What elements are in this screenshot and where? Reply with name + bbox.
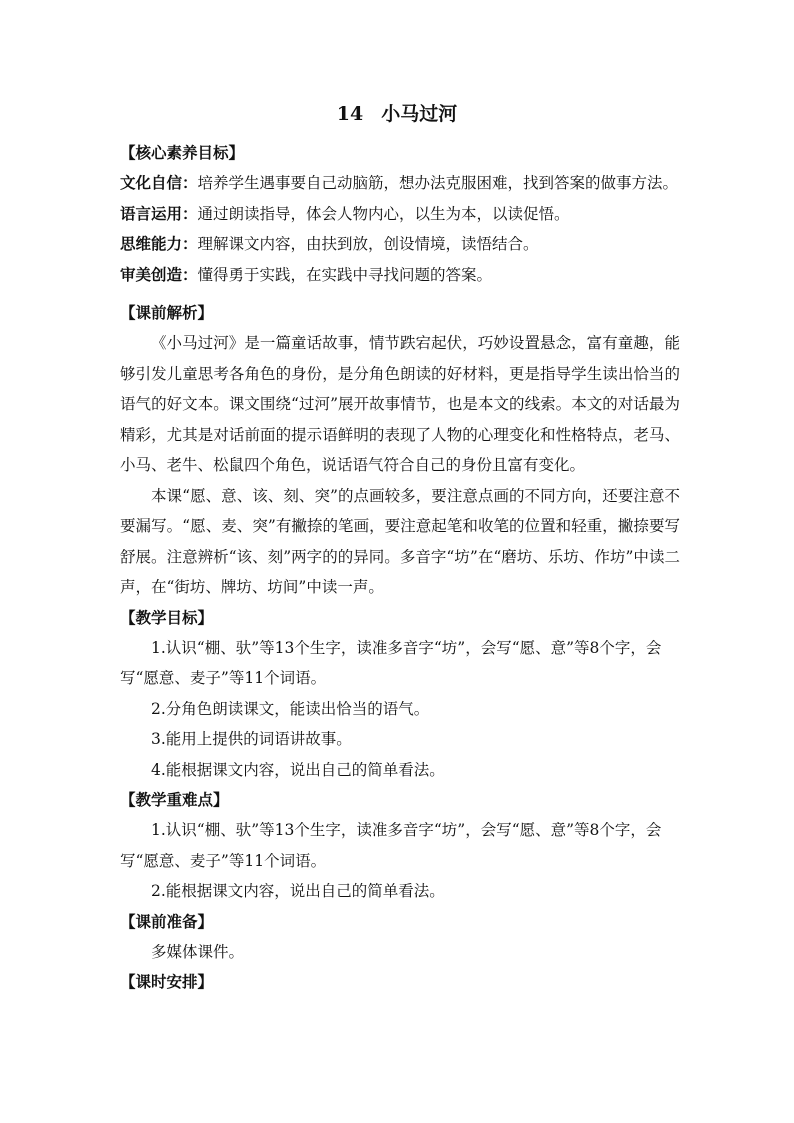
section-spacer xyxy=(120,290,680,298)
goal-culture xyxy=(120,168,680,199)
teaching-goal-item: 1.认识“棚、驮”等13个生字，读准多音字“坊”，会写“愿、意”等8个字，会写“愿意、麦子”等11个词语。 xyxy=(120,638,662,687)
goal-label: 文化自信： xyxy=(120,173,198,192)
lesson-number: 14 xyxy=(336,103,364,125)
section-heading-analysis: 【课前解析】 xyxy=(120,303,214,322)
key-point-item: 1.认识“棚、驮”等13个生字，读准多音字“坊”，会写“愿、意”等8个字，会写“愿意、麦子”等11个词语。 xyxy=(120,821,662,870)
section-heading-key-points: 【教学重难点】 xyxy=(120,790,229,809)
teaching-goal-item: 4.能根据课文内容，说出自己的简单看法。 xyxy=(151,760,445,779)
document-body xyxy=(120,138,680,997)
section-heading-preparation: 【课前准备】 xyxy=(120,911,214,931)
goal-label: 语言运用： xyxy=(120,203,198,223)
goal-text: 理解课文内容，由扶到放，创设情境，读悟结合。 xyxy=(197,235,539,253)
goal-text: 通过朗读指导，体会人物内心，以生为本，以读促悟。 xyxy=(197,204,570,223)
goal-language xyxy=(120,199,680,230)
lesson-name: 小马过河 xyxy=(381,103,458,125)
section-heading-core-goals: 【核心素养目标】 xyxy=(120,143,245,162)
goal-thinking xyxy=(120,229,680,260)
goal-label: 审美创造： xyxy=(120,264,198,284)
teaching-goal-item: 3.能用上提供的词语讲故事。 xyxy=(151,730,352,748)
teaching-goal-item: 2.分角色朗读课文，能读出恰当的语气。 xyxy=(151,699,430,718)
analysis-paragraph: 本课“愿、意、该、刻、突”的点画较多，要注意点画的不同方向，还要注意不要漏写。“愿、麦、突”有撇捺的笔画，要注意起笔和收笔的位置和轻重，撇捺要写舒展。注意辨析“该、刻”两字的的异同。多音字“坊”在“磨坊、乐坊、作坊”中读二声，在“街坊、牌坊、坊间”中读一声。 xyxy=(120,486,680,596)
section-heading-teaching-goals: 【教学目标】 xyxy=(120,607,214,627)
preparation-text: 多媒体课件。 xyxy=(151,942,245,961)
goal-text: 懂得勇于实践，在实践中寻找问题的答案。 xyxy=(197,265,493,284)
lesson-title xyxy=(0,100,794,128)
key-point-item: 2.能根据课文内容，说出自己的简单看法。 xyxy=(151,882,445,900)
goal-label: 思维能力： xyxy=(120,234,198,253)
goal-text: 培养学生遇事要自己动脑筋，想办法克服困难，找到答案的做事方法。 xyxy=(197,174,679,192)
analysis-paragraph: 《小马过河》是一篇童话故事，情节跌宕起伏，巧妙设置悬念，富有童趣，能够引发儿童思考各角色的身份，是分角色朗读的好材料，更是指导学生读出恰当的语气的好文本。课文围绕“过河”展开故事情节，也是本文的线索。本文的对话最为精彩，尤其是对话前面的提示语鲜明的表现了人物的心理变化和性格特点，老马、小马、老牛、松鼠四个角色，说话语气符合自己的身份且富有变化。 xyxy=(120,334,680,474)
goal-aesthetics xyxy=(120,260,680,291)
section-heading-schedule: 【课时安排】 xyxy=(120,972,214,991)
